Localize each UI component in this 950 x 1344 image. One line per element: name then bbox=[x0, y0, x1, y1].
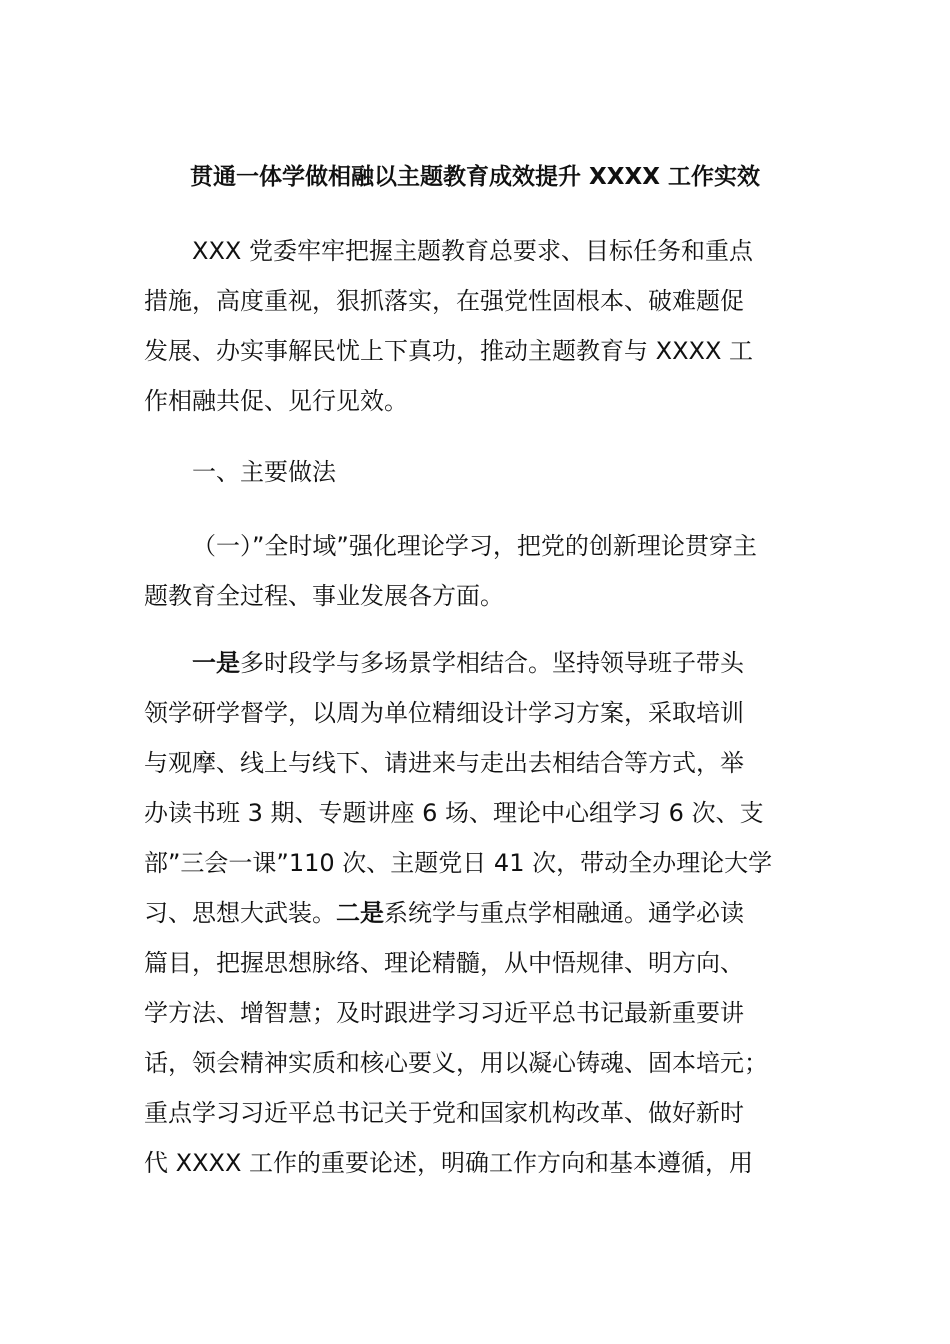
paragraph-line: 办读书班 3 期、专题讲座 6 场、理论中心组学习 6 次、支 bbox=[144, 799, 764, 827]
paragraph-line: 部”三会一课”110 次、主题党日 41 次，带动全办理论大学 bbox=[144, 849, 773, 877]
emphasis-text: 二是 bbox=[336, 899, 384, 927]
intro-paragraph bbox=[144, 226, 809, 426]
paragraph-line bbox=[144, 638, 809, 688]
practice-paragraph bbox=[144, 638, 809, 1188]
paragraph-line: XXX 党委牢牢把握主题教育总要求、目标任务和重点 bbox=[192, 237, 753, 265]
paragraph-line: 篇目，把握思想脉络、理论精髓，从中悟规律、明方向、 bbox=[144, 949, 744, 977]
subsection-heading bbox=[144, 521, 809, 621]
paragraph-line: 措施，高度重视，狠抓落实，在强党性固根本、破难题促 bbox=[144, 287, 744, 315]
document-title: 贯通一体学做相融以主题教育成效提升 XXXX 工作实效 bbox=[190, 164, 760, 190]
line-text: 习、思想大武装。 bbox=[144, 899, 336, 927]
paragraph-line: 重点学习习近平总书记关于党和国家机构改革、做好新时 bbox=[144, 1099, 744, 1127]
line-text: 系统学与重点学相融通。通学必读 bbox=[384, 899, 744, 927]
paragraph-line: 题教育全过程、事业发展各方面。 bbox=[144, 582, 504, 610]
paragraph-line: 发展、办实事解民忧上下真功，推动主题教育与 XXXX 工 bbox=[144, 337, 754, 365]
section-heading-text: 一、主要做法 bbox=[192, 458, 336, 486]
emphasis-text: 一是 bbox=[192, 649, 240, 677]
paragraph-line: 学方法、增智慧；及时跟进学习习近平总书记最新重要讲 bbox=[144, 999, 744, 1027]
paragraph-line: 话，领会精神实质和核心要义，用以凝心铸魂、固本培元； bbox=[144, 1049, 768, 1077]
paragraph-line: 与观摩、线上与线下、请进来与走出去相结合等方式，举 bbox=[144, 749, 744, 777]
paragraph-line: 领学研学督学，以周为单位精细设计学习方案，采取培训 bbox=[144, 699, 744, 727]
paragraph-line bbox=[144, 888, 809, 938]
paragraph-line: 作相融共促、见行见效。 bbox=[144, 387, 408, 415]
paragraph-line: （一）”全时域”强化理论学习，把党的创新理论贯穿主 bbox=[192, 532, 757, 560]
paragraph-line: 代 XXXX 工作的重要论述，明确工作方向和基本遵循，用 bbox=[144, 1149, 754, 1177]
section-heading bbox=[144, 447, 809, 497]
line-text: 多时段学与多场景学相结合。坚持领导班子带头 bbox=[240, 649, 744, 677]
